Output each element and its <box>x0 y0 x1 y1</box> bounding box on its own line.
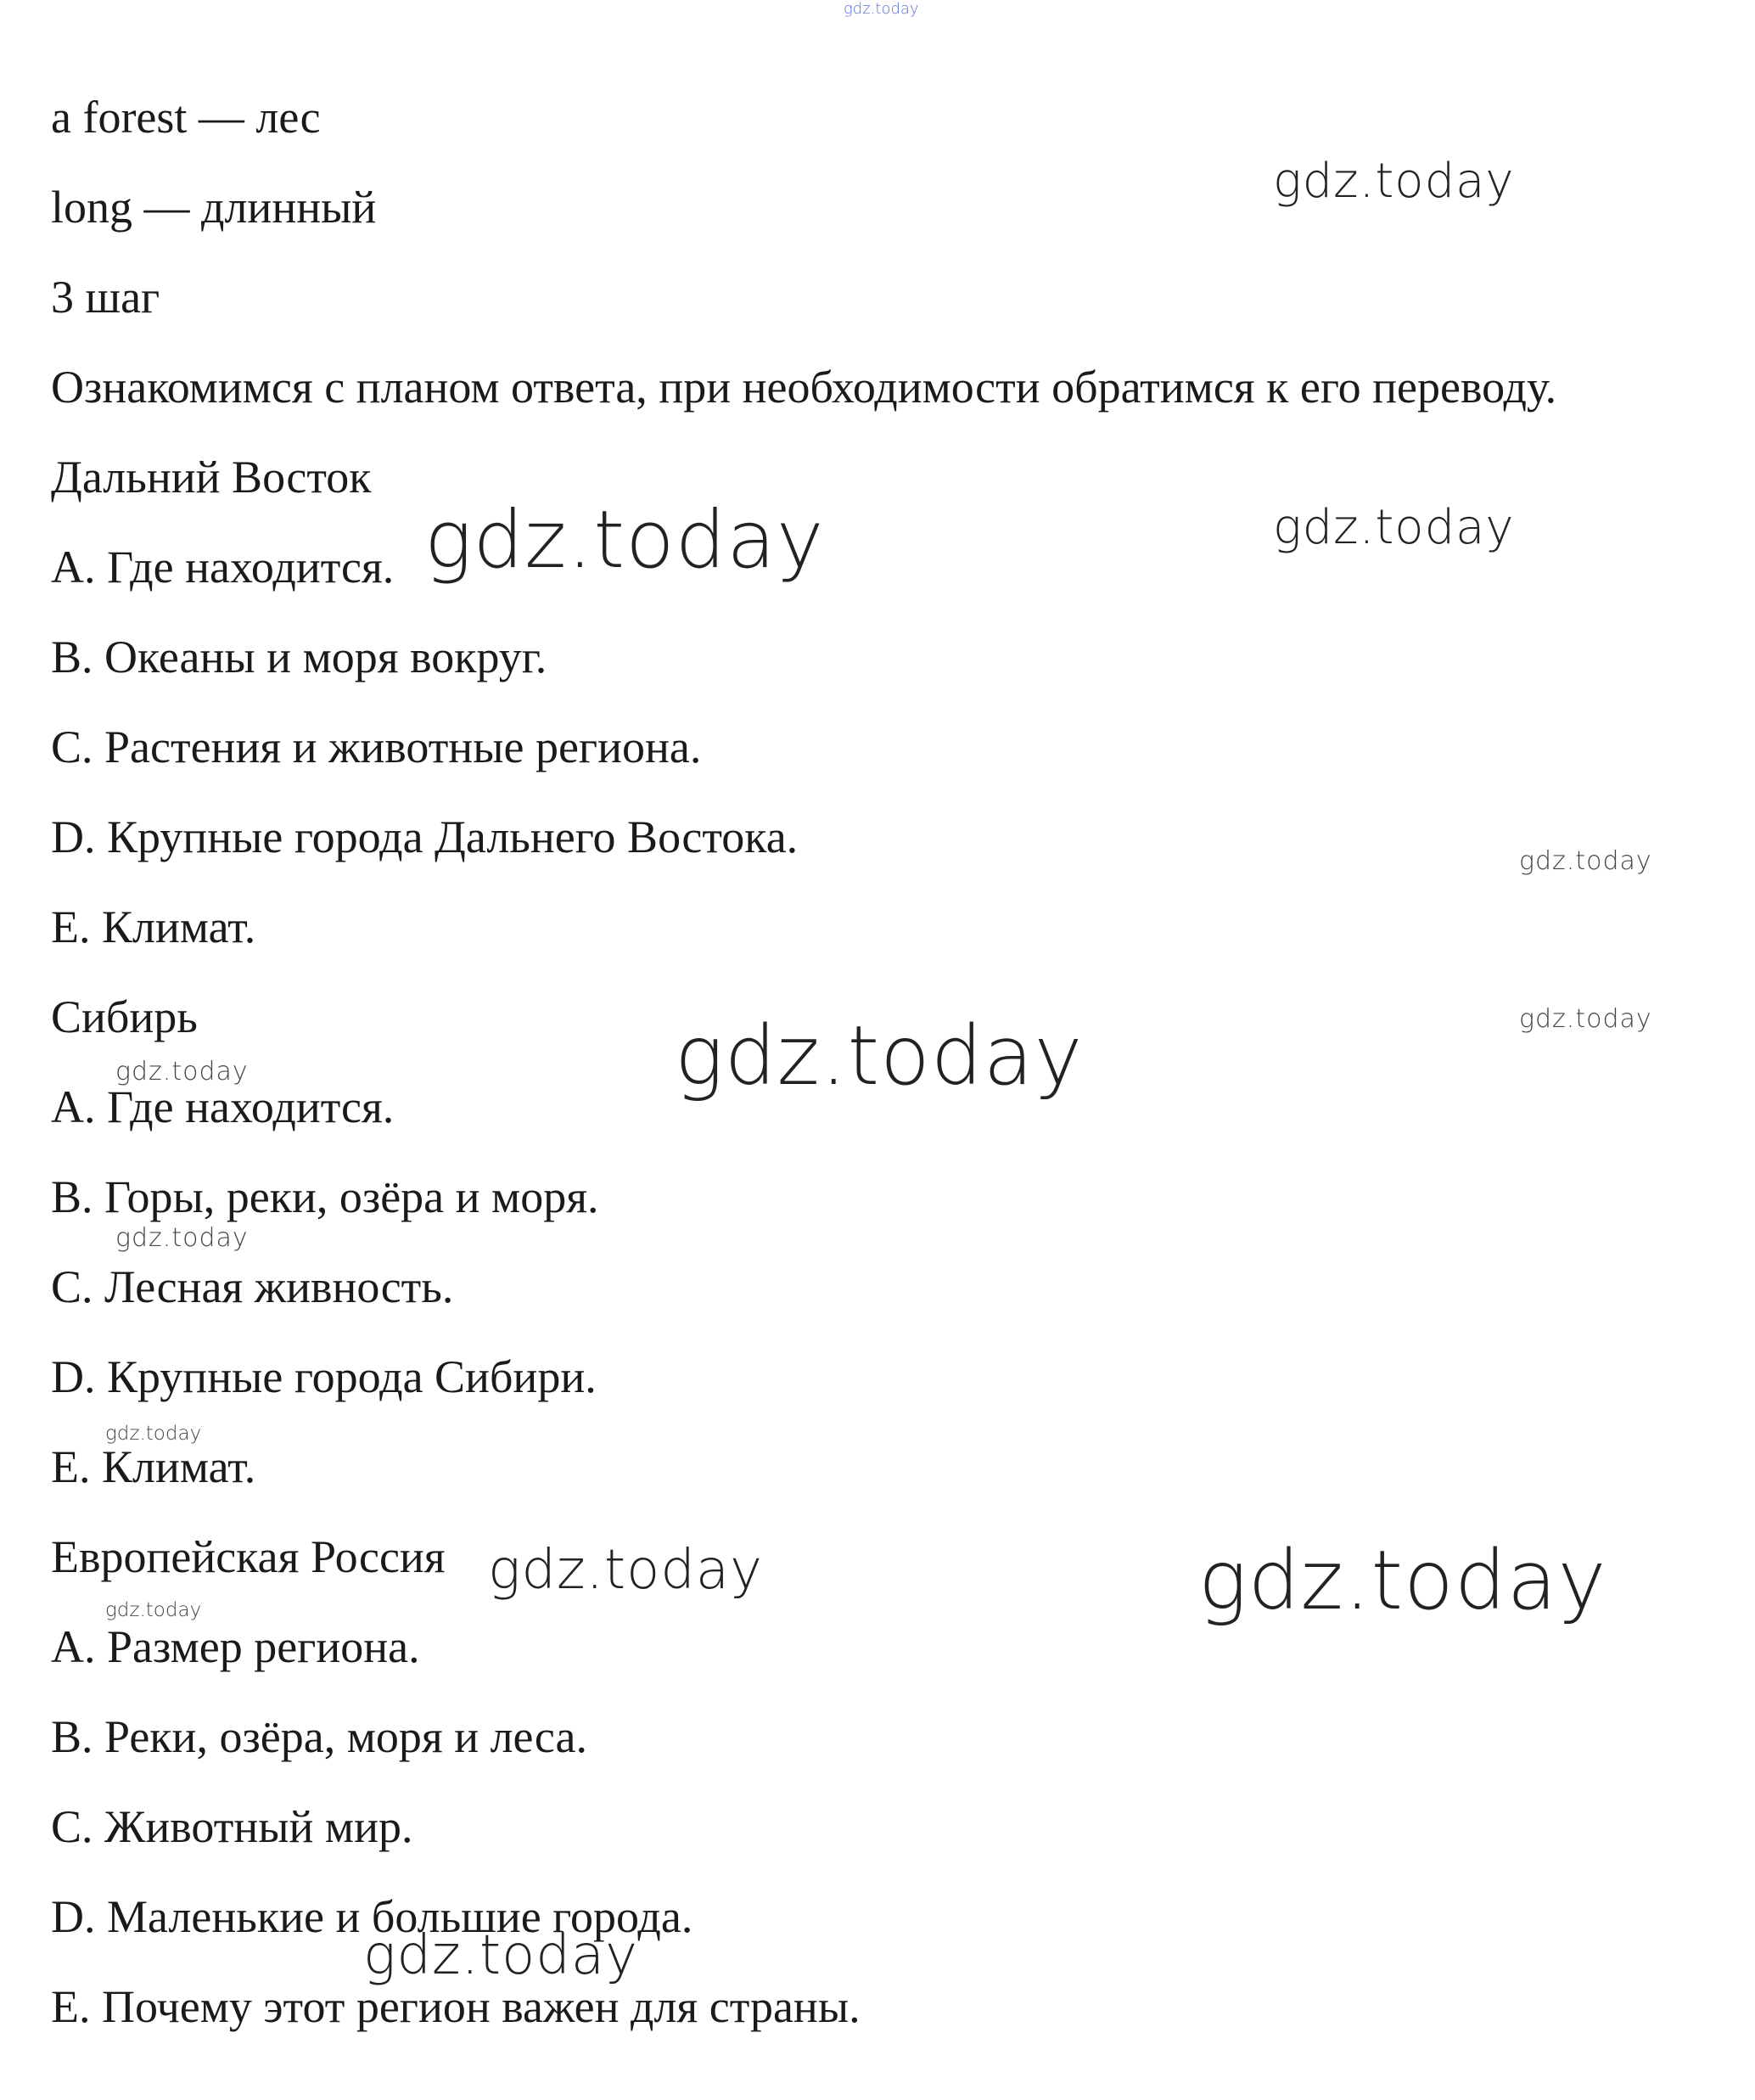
watermark: gdz.today <box>1273 500 1515 555</box>
list-item: D. Крупные города Сибири. <box>51 1351 597 1402</box>
list-item: D. Крупные города Дальнего Востока. <box>51 811 799 862</box>
list-item: A. Где находится. <box>51 1081 395 1132</box>
list-item: B. Океаны и моря вокруг. <box>51 632 547 682</box>
list-item: B. Реки, озёра, моря и леса. <box>51 1711 587 1762</box>
vocab-long: long — длинный <box>51 182 377 233</box>
section-title-european-russia: Европейская Россия <box>51 1531 446 1582</box>
list-item: C. Лесная живность. <box>51 1261 454 1312</box>
list-item: E. Почему этот регион важен для страны. <box>51 1981 861 2032</box>
watermark: gdz.today <box>1519 846 1652 876</box>
watermark: gdz.today <box>1198 1533 1607 1628</box>
watermark: gdz.today <box>105 1599 202 1621</box>
section-title-far-east: Дальний Восток <box>51 452 372 503</box>
list-item: A. Где находится. <box>51 542 395 592</box>
vocab-forest: a forest — лес <box>51 92 321 143</box>
watermark: gdz.today <box>105 1423 202 1445</box>
list-item: C. Растения и животные региона. <box>51 722 702 772</box>
watermark: gdz.today <box>1273 154 1515 209</box>
watermark: gdz.today <box>424 494 825 587</box>
list-item: D. Маленькие и большие города. <box>51 1891 693 1942</box>
watermark: gdz.today <box>1519 1004 1652 1034</box>
list-item: E. Климат. <box>51 1441 256 1492</box>
watermark: gdz.today <box>675 1008 1084 1103</box>
list-item: C. Животный мир. <box>51 1801 413 1852</box>
list-item: A. Размер региона. <box>51 1621 420 1672</box>
watermark: gdz.today <box>115 1057 249 1086</box>
watermark: gdz.today <box>115 1223 249 1253</box>
section-title-siberia: Сибирь <box>51 991 198 1042</box>
watermark: gdz.today <box>363 1924 638 1987</box>
intro-text: Ознакомимся с планом ответа, при необходимости обратимся к его переводу. <box>51 362 1557 413</box>
list-item: E. Климат. <box>51 901 256 952</box>
watermark: gdz.today <box>488 1539 763 1602</box>
step-heading: 3 шаг <box>51 272 160 323</box>
list-item: B. Горы, реки, озёра и моря. <box>51 1171 599 1222</box>
watermark-top: gdz.today <box>844 0 919 18</box>
